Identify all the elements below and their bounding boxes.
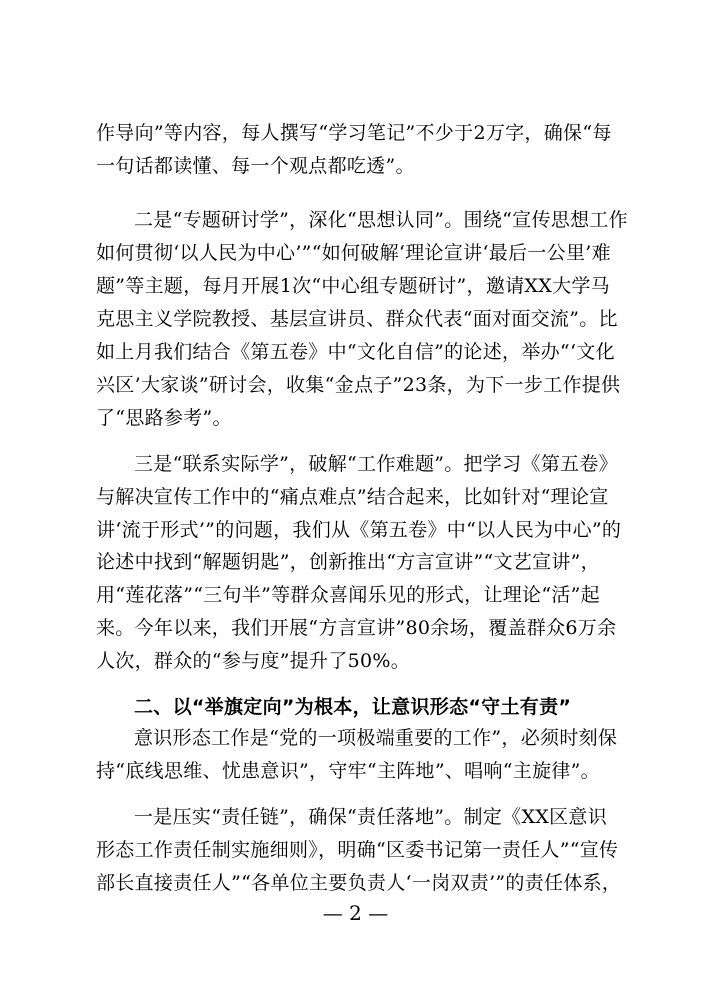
paragraph-line: 二是“专题研讨学”，深化“思想认同”。围绕“宣传思想工作 <box>134 209 628 231</box>
paragraph-line: 论述中找到“解题钥匙”，创新推出“方言宣讲”“文艺宣讲”， <box>96 551 600 573</box>
paragraph-line: 意识形态工作是“党的一项极端重要的工作”，必须时刻保 <box>134 727 618 749</box>
paragraph-line: 如上月我们结合《第五卷》中“文化自信”的论述，举办“‘文化 <box>96 341 615 363</box>
paragraph-line: 来。今年以来，我们开展“方言宣讲”80余场，覆盖群众6万余 <box>96 617 617 639</box>
paragraph-line: 了“思路参考”。 <box>96 407 232 429</box>
paragraph-line: 形态工作责任制实施细则》，明确“区委书记第一责任人”“宣传 <box>96 839 619 861</box>
paragraph-line: 克思主义学院教授、基层宣讲员、群众代表“面对面交流”。比 <box>96 308 618 330</box>
paragraph-line: 部长直接责任人”“各单位主要负责人‘一岗双责’”的责任体系， <box>96 872 622 894</box>
paragraph-line: 用“莲花落”“三句半”等群众喜闻乐见的形式，让理论“活”起 <box>96 584 600 606</box>
page-number: — 2 — <box>322 901 389 925</box>
paragraph-line: 三是“联系实际学”，破解“工作难题”。把学习《第五卷》 <box>134 453 618 475</box>
paragraph-line: 一是压实“责任链”，确保“责任落地”。制定《XX区意识 <box>134 806 608 828</box>
paragraph-line: 持“底线思维、忧患意识”，守牢“主阵地”、唱响“主旋律”。 <box>96 760 600 782</box>
section-heading: 二、以“举旗定向”为根本，让意识形态“守土有责” <box>134 696 572 718</box>
paragraph-line: 一句话都读懂、每一个观点都吃透”。 <box>96 155 415 177</box>
paragraph-line: 人次，群众的“参与度”提升了50%。 <box>96 650 411 672</box>
paragraph-line: 与解决宣传工作中的“痛点难点”结合起来，比如针对“理论宣 <box>96 486 609 508</box>
paragraph-line: 题”等主题，每月开展1次“中心组专题研讨”，邀请XX大学马 <box>96 275 610 297</box>
paragraph-line: 兴区’大家谈”研讨会，收集“金点子”23条，为下一步工作提供 <box>96 374 621 396</box>
paragraph-line: 作导向”等内容，每人撰写“学习笔记”不少于2万字，确保“每 <box>96 122 612 144</box>
paragraph-line: 如何贯彻‘以人民为中心’”“如何破解‘理论宣讲‘最后一公里’难 <box>96 242 611 264</box>
paragraph-line: 讲‘流于形式’”的问题，我们从《第五卷》中“以人民为中心”的 <box>96 519 622 541</box>
